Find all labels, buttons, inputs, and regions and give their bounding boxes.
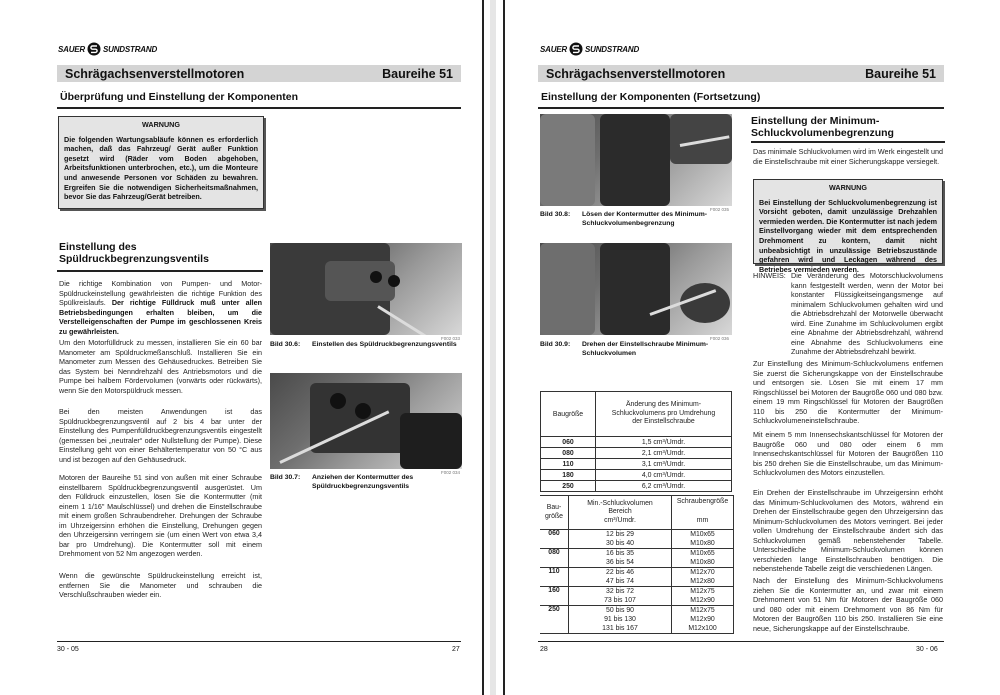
photo-figure-30-6	[270, 243, 462, 335]
figure-number: Bild 30.8:	[540, 211, 571, 218]
table-header-line: Min.-Schluckvolumen	[587, 499, 653, 507]
screw-value: M10x80	[690, 540, 715, 547]
screw-value: M12x75	[690, 588, 715, 595]
range-cell	[569, 549, 672, 568]
table-header: Bau-größe	[540, 496, 569, 530]
volume-change-table	[540, 391, 732, 492]
screw-value: M12x100	[688, 625, 717, 632]
paragraph-4: Motoren der Baureihe 51 sind von außen mit einer Schraube einstellbarem Spüldruckbegrenzungsventil ausgerüstet. Um den Fülldruck einzustellen, lösen Sie die Kontermutter (mit einem 1 1/16" Maulschlüssel) und drehen die Einstellschraube mit einem großen Schraubendreher. Drehungen der Schraube im Uhrzeigersinn erhöhen die Einstellung, Drehungen gegen den Uhrzeigersinn verringern sie (um einen Wert von etwa 3,4 bar pro Umdrehung). Die Kontermutter soll mit einem Drehmoment von 52 Nm angezogen werden.	[59, 473, 262, 558]
range-cell	[569, 587, 672, 606]
value-cell: 6,2 cm³/Umdr.	[596, 481, 732, 492]
warning-title: WARNUNG	[829, 183, 867, 192]
table-row	[541, 448, 732, 459]
table-header	[569, 496, 672, 530]
figure-number: Bild 30.7:	[270, 474, 301, 481]
header-bar	[57, 65, 461, 82]
warning-text: Bei Einstellung der Schluckvolumenbegrenzung ist Vorsicht geboten, damit unzulässige Drehzahlen vermieden werden. Die Kontermutter ist nach jedem Einstellvorgang wieder mit dem entsprechenden Drehmoment zu kontern, damit nicht unbeabsichtigt in unzulässige Betriebszustände gefahren wird und Leckagen während des Betriebes vermieden werden.	[759, 197, 937, 274]
table-row	[541, 437, 732, 448]
table-header-line: cm³/Umdr.	[604, 516, 636, 524]
figure-code: F002 033	[441, 336, 461, 341]
brand-left-word: SAUER	[540, 44, 568, 54]
sauer-sundstrand-s-logo-icon	[87, 42, 101, 56]
range-value: 131 bis 167	[602, 625, 638, 632]
warning-title: WARNUNG	[142, 120, 180, 129]
figure-code: F002 036	[710, 336, 730, 341]
paragraph-3: Ein Drehen der Einstellschraube im Uhrzeigersinn erhöht das Minimum-Schluckvolumen des Motors, während ein Drehen der Einstellschraube gegen den Uhrzeigersinn das Minimum-Schluckvolumen des Motors verringert. Bei jeder vollen Umdrehung der Einstellschraube ändert sich das Schluckvolumen gemäß nebenstehender Tabelle. Unterschiedliche Minimum-Schluckvolumen können verschieden lange Einstellschrauben benötigen. Die nebenstehende Tabelle zeigt die verschiedenen Längen.	[753, 488, 943, 573]
size-cell: 160	[540, 587, 569, 606]
paragraph-2: Um den Motorfülldruck zu messen, installieren Sie ein 60 bar Manometer am Spüldruckmeßanschluß. Installieren Sie ein Manometer zum Messen des Gehäusedruckes. Betreiben Sie das System bei Nenndrehzahl des Antriebsmotors und die Pumpe bei halbem Fördervolumen (vorwärts oder rückwärts), wenn Sie den Motorspüldruck messen.	[59, 338, 262, 395]
table-header-line: Bereich	[608, 508, 632, 516]
section-divider	[57, 270, 263, 272]
header-series: Baureihe 51	[382, 66, 453, 81]
range-value: 36 bis 54	[606, 559, 634, 566]
size-cell: 060	[541, 437, 596, 448]
brand-right-word: SUNDSTRAND	[103, 44, 158, 54]
note-text: Die Veränderung des Motorschluckvolumens kann festgestellt werden, wenn der Motor bei konstanter Flüssigkeitseingangsmenge auf minimalem Schluckvolumen gehalten wird und die Abtriebsdrehzahl der Motorwelle überwacht wird. Eine Zunahme im Schluckvolumen ergibt eine Abnahme der Abtriebsdrehzahl, während eine Abnahme des Schluckvolumens eine Zunahme der Abtriebsdrehzahl bewirkt.	[791, 271, 943, 356]
size-cell: 080	[541, 448, 596, 459]
screw-value: M12x75	[690, 607, 715, 614]
brand-logo	[540, 42, 639, 56]
size-cell: 250	[541, 481, 596, 492]
range-value: 30 bis 40	[606, 540, 634, 547]
paragraph-2: Mit einem 5 mm Innensechskantschlüssel für Motoren der Baugröße 060 und 080 oder einem 6 mm Innensechskantschlüssel für Motoren der Baugrößen 110 bis 250 drehen Sie die Einstellschraube, um das Minimum-Schluckvolumen des Motors einzustellen.	[753, 430, 943, 477]
figure-code: F002 035	[710, 207, 730, 212]
value-cell: 1,5 cm³/Umdr.	[596, 437, 732, 448]
section-heading: Einstellung des Spüldruckbegrenzungsventils	[59, 241, 209, 265]
figure-code: F002 034	[441, 470, 461, 475]
brand-right-word: SUNDSTRAND	[585, 44, 640, 54]
table-row	[540, 587, 734, 606]
brand-left-word: SAUER	[58, 44, 86, 54]
paragraph-4: Nach der Einstellung des Minimum-Schluckvolumens ziehen Sie die Kontermutter an, und zwar mit einem Drehmoment von 51 Nm für Motoren der Baugröße 060 und 080 oder mit einem Drehmoment von 86 Nm für Motoren der Baugrößen 110 bis 250. Installieren Sie eine neue, Sicherungskappe auf der Einstellschraube.	[753, 576, 943, 633]
footer-page-number: 28	[540, 646, 548, 653]
table-row	[540, 606, 734, 634]
screw-cell	[672, 549, 734, 568]
range-value: 32 bis 72	[606, 588, 634, 595]
figure-caption-text: Einstellen des Spüldruckbegrenzungsventils	[312, 341, 457, 348]
header-bar	[538, 65, 944, 82]
left-page	[0, 0, 480, 695]
value-cell: 4,0 cm³/Umdr.	[596, 470, 732, 481]
screw-value: M10x65	[690, 550, 715, 557]
range-cell	[569, 530, 672, 549]
table-header-line: Schraubengröße	[676, 498, 729, 505]
screw-cell	[672, 606, 734, 634]
figure-caption	[540, 341, 740, 358]
size-cell: 060	[540, 530, 569, 549]
table-header: Änderung des Minimum-Schluckvolumens pro Umdrehung der Einstellschraube	[596, 392, 732, 437]
table-header	[672, 496, 734, 530]
photo-figure-30-9	[540, 243, 732, 335]
table-row	[540, 530, 734, 549]
page-subtitle: Einstellung der Komponenten (Fortsetzung)	[541, 91, 761, 103]
photo-figure-30-7	[270, 373, 462, 469]
warning-box	[58, 116, 264, 209]
warning-text: Die folgenden Wartungsabläufe können es erforderlich machen, daß das Fahrzeug/ Gerät außer Funktion gesetzt wird (Räder vom Boden abgehoben, Arbeitsfunktionen unterbrochen, etc.), um die Monteure und anwesende Personen vor Schäden zu bewahren. Ergreifen Sie die notwendigen Sicherheitsmaßnahmen, bevor Sie das Fahrzeug/Gerät betreiben.	[64, 134, 258, 202]
footer-divider	[57, 641, 461, 642]
paragraph-1-normal: Die richtige Kombination von Pumpen- und Motor-Spüldruckeinstellung gewährleisten die richtige Funktion des Spülkreislaufs.	[59, 279, 262, 307]
range-value: 16 bis 35	[606, 550, 634, 557]
page-subtitle: Überprüfung und Einstellung der Komponenten	[60, 91, 298, 103]
header-series: Baureihe 51	[865, 66, 936, 81]
divider	[538, 107, 944, 109]
range-cell	[569, 568, 672, 587]
footer-section-number: 30 - 05	[57, 646, 79, 653]
range-cell	[569, 606, 672, 634]
header-title: Schrägachsenverstellmotoren	[546, 66, 726, 81]
paragraph-1: Zur Einstellung des Minimum-Schluckvolumens entfernen Sie zuerst die Sicherungskappe von der Einstellschraube und entsorgen sie. Lösen Sie mit einem 17 mm Ringschlüssel bei Motoren der Baugröße 060 und 080 bzw. einem 19 mm Ringschlüssel für Motoren der Baugrößen 110 bis 250 die Kontermutter der Minimum-Schluckvolumeneinstellschraube.	[753, 359, 943, 425]
screw-cell	[672, 568, 734, 587]
section-divider	[751, 141, 945, 143]
paragraph-1-bold: Der richtige Fülldruck muß unter allen Betriebsbedingungen erhalten bleiben, um die Verstelleigenschaften der Pumpe im geschlossenen Kreis zu gewährleisten.	[59, 298, 262, 336]
range-value: 12 bis 29	[606, 531, 634, 538]
page-edge	[482, 0, 484, 695]
book-gutter	[490, 0, 496, 695]
value-cell: 2,1 cm³/Umdr.	[596, 448, 732, 459]
size-cell: 110	[540, 568, 569, 587]
size-cell: 180	[541, 470, 596, 481]
screw-value: M12x90	[690, 597, 715, 604]
range-value: 22 bis 46	[606, 569, 634, 576]
size-cell: 110	[541, 459, 596, 470]
screw-value: M10x80	[690, 559, 715, 566]
note-label: HINWEIS:	[753, 271, 786, 280]
screw-cell	[672, 530, 734, 549]
footer-section-number: 30 - 06	[916, 646, 938, 653]
figure-caption	[270, 474, 440, 491]
figure-caption-text: Anziehen der Kontermutter des Spüldruckbegrenzungsventils	[312, 474, 414, 490]
brand-logo	[58, 42, 157, 56]
table-row	[541, 481, 732, 492]
screw-value: M10x65	[690, 531, 715, 538]
header-title: Schrägachsenverstellmotoren	[65, 66, 245, 81]
intro-paragraph: Das minimale Schluckvolumen wird im Werk eingestellt und die Einstellschraube mit einer Sicherungskappe versiegelt.	[753, 147, 943, 166]
table-row	[540, 549, 734, 568]
table-row	[541, 459, 732, 470]
paragraph-1	[59, 279, 262, 336]
screw-value: M12x80	[690, 578, 715, 585]
table-row	[541, 470, 732, 481]
photo-figure-30-8	[540, 114, 732, 206]
footer-divider	[538, 641, 944, 642]
size-cell: 080	[540, 549, 569, 568]
sauer-sundstrand-s-logo-icon	[569, 42, 583, 56]
size-cell: 250	[540, 606, 569, 634]
table-header: Baugröße	[541, 392, 596, 437]
figure-number: Bild 30.9:	[540, 341, 571, 348]
figure-caption-text: Lösen der Kontermutter des Minimum-Schluckvolumenbegrenzung	[582, 211, 707, 227]
screw-cell	[672, 587, 734, 606]
range-value: 50 bis 90	[606, 607, 634, 614]
range-value: 73 bis 107	[604, 597, 636, 604]
table-header-line: mm	[696, 516, 709, 524]
figure-caption-text: Drehen der Einstellschraube Minimum-Schluckvolumen	[582, 341, 709, 357]
figure-number: Bild 30.6:	[270, 341, 301, 348]
range-value: 47 bis 74	[606, 578, 634, 585]
screw-value: M12x90	[690, 616, 715, 623]
divider	[57, 107, 461, 109]
table-row	[540, 568, 734, 587]
right-page	[506, 0, 1000, 695]
value-cell: 3,1 cm³/Umdr.	[596, 459, 732, 470]
warning-box	[753, 179, 943, 274]
figure-caption	[540, 211, 740, 228]
page-edge	[503, 0, 505, 695]
note-block	[753, 271, 943, 357]
paragraph-3: Bei den meisten Anwendungen ist das Spüldruckbegrenzungsventil auf 2 bis 4 bar unter der Einstellung des Pumpenfülldruckbegrenzungsventils eingestellt (gemessen bei „neutraler“ oder Nullstellung der Pumpe). Diese Einstellung geht von einer Behältertemperatur von 50 °C aus und ist bezogen auf den Gehäusedruck.	[59, 407, 262, 464]
range-value: 91 bis 130	[604, 616, 636, 623]
footer-page-number: 27	[452, 646, 460, 653]
figure-caption	[270, 341, 470, 350]
section-heading: Einstellung der Minimum-Schluckvolumenbegrenzung	[751, 115, 894, 139]
paragraph-5: Wenn die gewünschte Spüldruckeinstellung erreicht ist, entfernen Sie die Manometer und schrauben die Verschlußschrauben wieder ein.	[59, 571, 262, 599]
screw-value: M12x70	[690, 569, 715, 576]
screw-size-table	[540, 495, 734, 634]
